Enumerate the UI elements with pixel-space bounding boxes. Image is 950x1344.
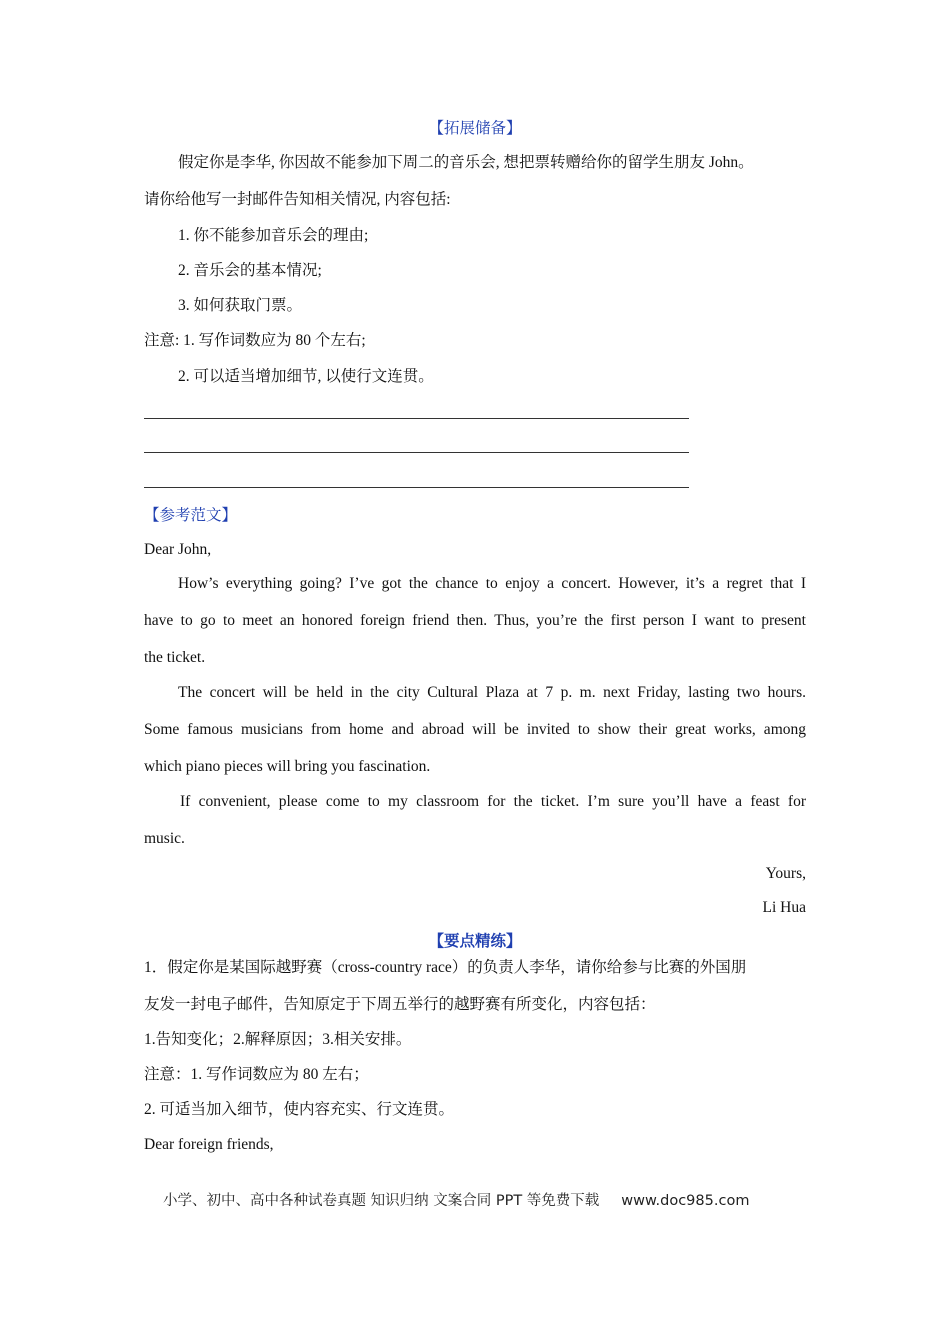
paragraph-2-line-2: Some famous musicians from home and abroad will be invited to show their great works, among (144, 721, 806, 738)
paragraph-1-line-2: have to go to meet an honored foreign friend then. Thus, you’re the first person I want to present (144, 612, 806, 629)
question-1-line-2: 友发一封电子邮件，告知原定于下周五举行的越野赛有所变化，内容包括： (144, 996, 656, 1013)
page-footer (163, 1191, 749, 1211)
answer-line (144, 452, 689, 453)
note-line-1: 注意: 1. 写作词数应为 80 个左右; (144, 332, 366, 349)
practice-note-line-1: 注意：1. 写作词数应为 80 左右； (144, 1066, 369, 1083)
answer-line (144, 418, 689, 419)
paragraph-2-line-3: which piano pieces will bring you fascination. (144, 758, 431, 775)
requirement-item-2: 2. 音乐会的基本情况; (178, 262, 322, 279)
note-line-2: 2. 可以适当增加细节, 以使行文连贯。 (178, 368, 434, 385)
paragraph-2-line-1: The concert will be held in the city Cultural Plaza at 7 p. m. next Friday, lasting two hours. (178, 684, 806, 701)
prompt-line-1: 假定你是李华, 你因故不能参加下周二的音乐会, 想把票转赠给你的留学生朋友 John。 (178, 154, 754, 171)
section-heading-practice: 【要点精练】 (428, 933, 522, 950)
paragraph-3-line-1: If convenient, please come to my classroom for the ticket. I’m sure you’ll have a feast for (180, 793, 806, 810)
requirement-item-1: 1. 你不能参加音乐会的理由; (178, 227, 369, 244)
letter-greeting: Dear John, (144, 541, 212, 558)
section-heading-sample: 【参考范文】 (144, 507, 238, 524)
practice-greeting: Dear foreign friends, (144, 1136, 274, 1153)
letter-signature: Li Hua (762, 899, 806, 916)
footer-site-link[interactable]: www.doc985.com (621, 1193, 750, 1209)
letter-closing: Yours, (765, 865, 806, 882)
footer-text: 小学、初中、高中各种试卷真题 知识归纳 文案合同 PPT 等免费下载 (163, 1193, 600, 1209)
question-1-line-3: 1.告知变化；2.解释原因；3.相关安排。 (144, 1031, 412, 1048)
paragraph-1-line-1: How’s everything going? I’ve got the chance to enjoy a concert. However, it’s a regret that I (178, 575, 806, 592)
prompt-line-2: 请你给他写一封邮件告知相关情况, 内容包括: (144, 191, 451, 208)
requirement-item-3: 3. 如何获取门票。 (178, 297, 303, 314)
paragraph-3-line-2: music. (144, 830, 185, 847)
question-1-line-1: 1．假定你是某国际越野赛（cross-country race）的负责人李华，请你给参与比赛的外国朋 (144, 959, 747, 976)
answer-line (144, 487, 689, 488)
section-heading-expansion: 【拓展储备】 (428, 120, 522, 137)
paragraph-1-line-3: the ticket. (144, 649, 206, 666)
practice-note-line-2: 2. 可适当加入细节，使内容充实、行文连贯。 (144, 1101, 455, 1118)
